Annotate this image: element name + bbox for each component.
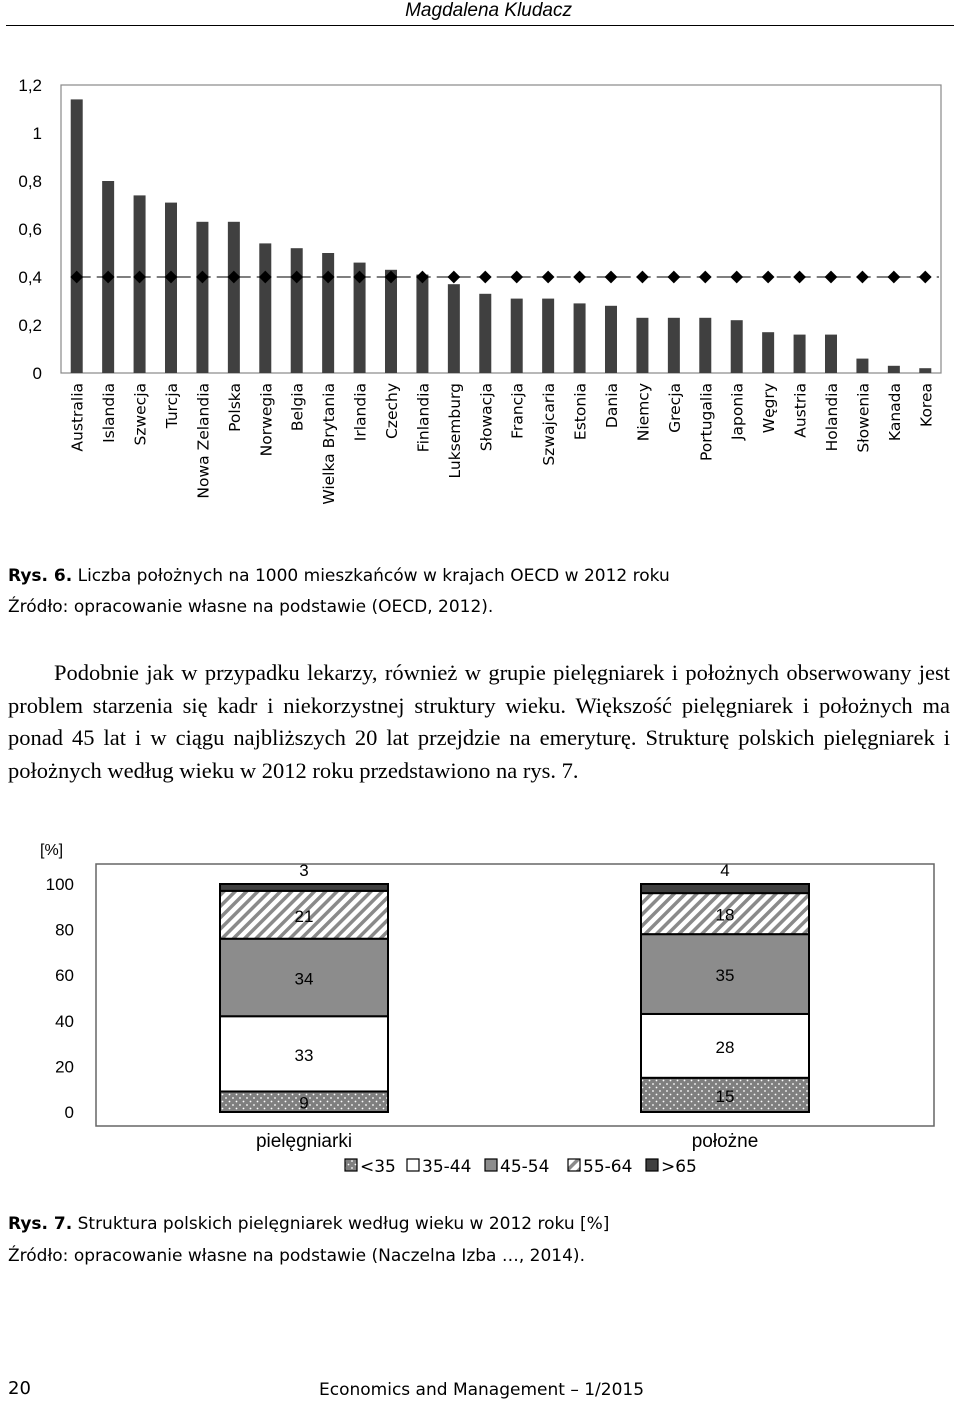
- y-tick-label: 40: [55, 1011, 74, 1031]
- x-tick-label: Holandia: [823, 383, 841, 452]
- x-tick-label: Szwajcaria: [540, 383, 559, 466]
- body-text: [8, 657, 950, 787]
- x-tick-label: Wielka Brytania: [320, 383, 339, 505]
- bar: [542, 299, 554, 373]
- bar: [196, 222, 208, 373]
- reference-marker: [447, 271, 460, 284]
- legend-swatch: [646, 1159, 658, 1171]
- data-label: 28: [715, 1037, 735, 1057]
- y-tick-label: 1: [32, 124, 42, 143]
- bar-segment: [641, 884, 809, 893]
- figure7-caption-text: Struktura polskich pielęgniarek według wieku w 2012 roku [%]: [72, 1214, 610, 1234]
- x-tick-label: Niemcy: [634, 383, 653, 442]
- bar: [228, 222, 240, 373]
- figure6-caption: [8, 566, 670, 586]
- bar: [668, 318, 680, 373]
- x-tick-label: Australia: [68, 383, 87, 452]
- x-tick-label: położne: [691, 1131, 759, 1152]
- reference-marker: [479, 271, 492, 284]
- bar: [479, 294, 491, 373]
- x-tick-label: Portugalia: [697, 383, 716, 461]
- legend-label: 55-64: [583, 1157, 633, 1177]
- bar-segment: [220, 884, 388, 891]
- plot-area-border: [61, 85, 941, 373]
- x-tick-label: Polska: [225, 383, 244, 432]
- x-tick-label: Szwecja: [131, 383, 150, 446]
- data-label: 35: [715, 966, 735, 986]
- running-header: [0, 0, 960, 26]
- y-tick-label: 0,4: [18, 268, 42, 287]
- header-rule: [6, 25, 954, 26]
- data-label: 15: [715, 1086, 735, 1106]
- bar: [165, 203, 177, 373]
- figure6-caption-text: Liczba położnych na 1000 mieszkańców w krajach OECD w 2012 roku: [72, 566, 670, 586]
- y-tick-label: 0,2: [18, 316, 42, 335]
- reference-marker: [510, 271, 523, 284]
- y-tick-label: 20: [55, 1057, 74, 1077]
- figure7-stacked-chart: [0, 830, 960, 1190]
- x-tick-label: Finlandia: [414, 383, 433, 453]
- figure6-source: Źródło: opracowanie własne na podstawie (OECD, 2012).: [8, 597, 494, 617]
- x-tick-label: Belgia: [288, 383, 307, 432]
- figure7-source: Źródło: opracowanie własne na podstawie (Naczelna Izba …, 2014).: [8, 1246, 585, 1266]
- x-tick-label: Estonia: [571, 383, 590, 441]
- figure7-caption-label: Rys. 7.: [8, 1214, 73, 1234]
- legend-swatch: [345, 1159, 357, 1171]
- y-tick-label: 0,8: [18, 172, 42, 191]
- author-name: Magdalena Kludacz: [405, 0, 572, 21]
- bar: [762, 332, 774, 373]
- y-axis-label: [%]: [40, 842, 64, 859]
- x-tick-label: Turcja: [163, 383, 181, 429]
- reference-marker: [887, 271, 900, 284]
- legend-label: 45-54: [500, 1157, 550, 1177]
- legend-label: >65: [661, 1157, 697, 1177]
- bar: [636, 318, 648, 373]
- figure6-bar-chart: [0, 60, 960, 560]
- bar: [919, 368, 931, 373]
- reference-marker: [667, 271, 680, 284]
- data-label: 3: [299, 861, 309, 880]
- bar: [416, 275, 428, 373]
- y-tick-label: 80: [55, 920, 74, 940]
- page-number: 20: [8, 1378, 31, 1399]
- data-label: 4: [720, 861, 730, 880]
- y-tick-label: 100: [45, 875, 74, 894]
- y-tick-label: 0: [64, 1103, 74, 1122]
- reference-marker: [825, 271, 838, 284]
- bar: [605, 306, 617, 373]
- data-label: 9: [299, 1093, 309, 1113]
- data-label: 34: [294, 969, 314, 989]
- legend-swatch: [568, 1159, 580, 1171]
- bar: [511, 299, 523, 373]
- reference-marker: [573, 271, 586, 284]
- x-tick-label: Japonia: [728, 383, 747, 441]
- bar: [71, 99, 83, 373]
- legend-label: <35: [360, 1157, 396, 1177]
- reference-marker: [542, 271, 555, 284]
- x-tick-label: Dania: [603, 383, 621, 429]
- x-tick-label: Słowacja: [477, 383, 496, 452]
- x-tick-label: Norwegia: [257, 383, 276, 457]
- bar: [699, 318, 711, 373]
- x-tick-label: Luksemburg: [445, 383, 464, 479]
- x-tick-label: Węgry: [760, 383, 779, 434]
- data-label: 33: [294, 1045, 314, 1065]
- journal-footer: Economics and Management – 1/2015: [319, 1380, 645, 1400]
- reference-marker: [636, 271, 649, 284]
- legend-label: 35-44: [422, 1157, 472, 1177]
- bar: [291, 248, 303, 373]
- x-tick-label: pielęgniarki: [255, 1131, 353, 1152]
- reference-marker: [605, 271, 618, 284]
- reference-marker: [699, 271, 712, 284]
- bar: [794, 335, 806, 373]
- x-tick-label: Irlandia: [351, 383, 370, 442]
- legend-swatch: [407, 1159, 419, 1171]
- y-tick-label: 0,6: [18, 220, 42, 239]
- bar: [574, 303, 586, 373]
- bar: [259, 243, 271, 373]
- x-tick-label: Korea: [917, 383, 936, 427]
- x-tick-label: Francja: [508, 383, 527, 439]
- bar: [731, 320, 743, 373]
- reference-marker: [793, 271, 806, 284]
- bar: [856, 359, 868, 373]
- bar: [448, 284, 460, 373]
- x-tick-label: Islandia: [100, 383, 119, 443]
- x-tick-label: Austria: [791, 383, 810, 438]
- data-label: 21: [294, 906, 314, 926]
- x-tick-label: Słowenia: [854, 383, 873, 453]
- data-label: 18: [715, 905, 735, 925]
- legend-swatch: [485, 1159, 497, 1171]
- figure6-caption-label: Rys. 6.: [8, 566, 73, 586]
- x-tick-label: Grecja: [665, 383, 684, 433]
- reference-marker: [919, 271, 932, 284]
- bar: [385, 270, 397, 373]
- reference-marker: [762, 271, 775, 284]
- x-tick-label: Nowa Zelandia: [194, 383, 213, 499]
- bar: [134, 195, 146, 373]
- body-paragraph: Podobnie jak w przypadku lekarzy, również w grupie pielęgniarek i położnych obserwowany jest problem starzenia się kadr i niekorzystnej struktury wieku. Większość pielęgniarek i położnych ma ponad 45 lat i w ciągu najbliższych 20 lat przejdzie na emeryturę. Strukturę polskich pielęgniarek i położnych według wieku w 2012 roku przedstawiono na rys. 7.: [8, 660, 950, 783]
- figure7-caption: [8, 1214, 609, 1234]
- x-tick-label: Kanada: [885, 383, 904, 442]
- x-tick-label: Czechy: [383, 383, 401, 440]
- reference-marker: [856, 271, 869, 284]
- bar: [888, 366, 900, 373]
- y-tick-label: 0: [32, 364, 42, 383]
- reference-marker: [730, 271, 743, 284]
- bar: [825, 335, 837, 373]
- y-tick-label: 60: [55, 966, 74, 986]
- y-tick-label: 1,2: [18, 76, 42, 95]
